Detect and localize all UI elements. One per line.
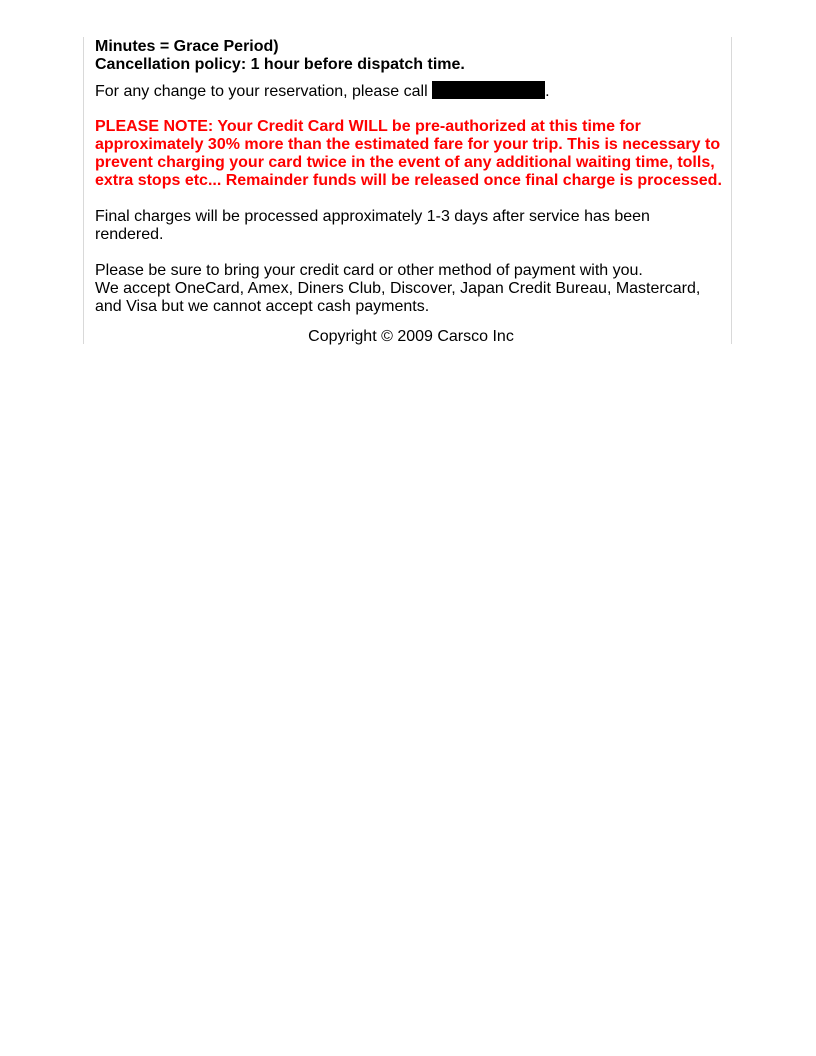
notice-line: PLEASE NOTE: Your Credit Card WILL be pre-authorized at this time for — [95, 118, 641, 135]
policy-block — [95, 38, 727, 74]
grace-period-line: Minutes = Grace Period) — [95, 38, 279, 55]
payment-line: Please be sure to bring your credit card or other method of payment with you. — [95, 262, 643, 279]
payment-line: We accept OneCard, Amex, Diners Club, Discover, Japan Credit Bureau, Mastercard, — [95, 280, 701, 297]
contact-prefix: For any change to your reservation, please call — [95, 83, 428, 100]
cancellation-policy: Cancellation policy: 1 hour before dispatch time. — [95, 56, 465, 73]
final-charges-line: Final charges will be processed approximately 1-3 days after service has been — [95, 208, 650, 225]
main-content — [95, 38, 727, 346]
contact-suffix: . — [545, 83, 550, 100]
copyright-footer: Copyright © 2009 Carsco Inc — [308, 328, 514, 345]
notice-line: approximately 30% more than the estimated fare for your trip. This is necessary to — [95, 136, 721, 153]
preauthorization-notice — [95, 118, 727, 190]
contact-line — [95, 81, 727, 101]
redacted-phone-number — [432, 81, 545, 99]
notice-line: prevent charging your card twice in the event of any additional waiting time, tolls, — [95, 154, 715, 171]
notice-line: extra stops etc... Remainder funds will be released once final charge is processed. — [95, 172, 722, 189]
final-charges-line: rendered. — [95, 226, 164, 243]
payment-line: and Visa but we cannot accept cash payments. — [95, 298, 430, 315]
final-charges-paragraph — [95, 208, 727, 244]
payment-paragraph — [95, 262, 727, 316]
